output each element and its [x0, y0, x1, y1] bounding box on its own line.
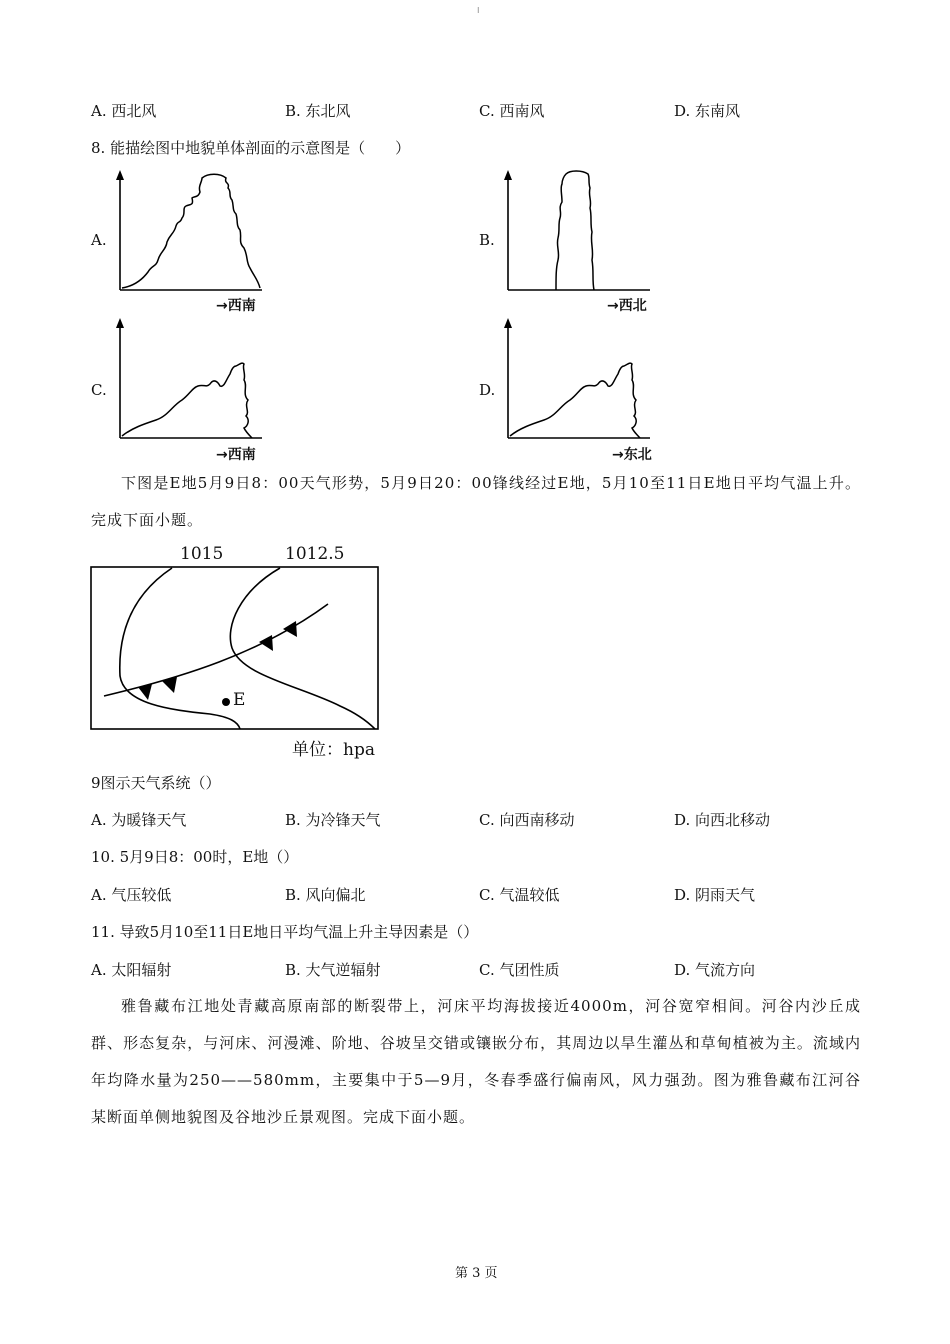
- q8-profile-c[interactable]: [112, 316, 282, 466]
- q7-option-c[interactable]: C. 西南风: [479, 102, 545, 120]
- q8-stem: 8. 能描绘图中地貌单体剖面的示意图是（ ）: [91, 139, 411, 157]
- q8-option-b-letter[interactable]: B.: [479, 231, 495, 249]
- q7-option-a[interactable]: A. 西北风: [91, 102, 157, 120]
- cold-front-line: [104, 604, 328, 696]
- isobar-label-1012-5: 1012.5: [285, 544, 345, 564]
- q11-option-b[interactable]: B. 大气逆辐射: [285, 961, 381, 979]
- q7-option-b[interactable]: B. 东北风: [285, 102, 351, 120]
- q8-option-a-letter[interactable]: A.: [91, 231, 107, 249]
- q8-option-a-direction: 西南: [227, 298, 256, 314]
- q11-option-d[interactable]: D. 气流方向: [674, 961, 756, 979]
- q11-option-a[interactable]: A. 太阳辐射: [91, 961, 172, 979]
- isobar-1015: [120, 568, 240, 729]
- front-triangle-3: [259, 635, 273, 651]
- yarlung-intro: [91, 988, 861, 1136]
- q10-option-c[interactable]: C. 气温较低: [479, 886, 560, 904]
- q10-option-a[interactable]: A. 气压较低: [91, 886, 172, 904]
- point-e-marker: [222, 698, 230, 706]
- q8-option-d-letter[interactable]: D.: [479, 381, 496, 399]
- isobar-label-1015: 1015: [180, 544, 224, 564]
- page-number: 第 3 页: [455, 1266, 498, 1281]
- q9-stem: 9图示天气系统（）: [91, 774, 221, 792]
- q11-option-c[interactable]: C. 气团性质: [479, 961, 560, 979]
- q9-option-c[interactable]: C. 向西南移动: [479, 811, 575, 829]
- header-mark: ǀ: [477, 6, 480, 15]
- q7-option-d[interactable]: D. 东南风: [674, 102, 741, 120]
- q10-option-b[interactable]: B. 风向偏北: [285, 886, 366, 904]
- q8-profile-a[interactable]: [112, 168, 282, 318]
- q8-option-c-letter[interactable]: C.: [91, 381, 107, 399]
- front-triangle-4: [283, 621, 297, 637]
- q8-option-c-axis: →西南: [216, 447, 256, 463]
- yarlung-intro-text: 雅鲁藏布江地处青藏高原南部的断裂带上，河床平均海拔接近4000m，河谷宽窄相间。河谷内沙丘成群、形态复杂，与河床、河漫滩、阶地、谷坡呈交错或镶嵌分布，其周边以旱生灌丛和草甸植被为主。流域内年均降水量为250——580mm，主要集中于5—9月，冬春季盛行偏南风，风力强劲。图为雅鲁藏布江河谷某断面单侧地貌图及谷地沙丘景观图。完成下面小题。: [91, 997, 861, 1126]
- q10-option-d[interactable]: D. 阴雨天气: [674, 886, 756, 904]
- q9-option-b[interactable]: B. 为冷锋天气: [285, 811, 381, 829]
- q11-stem: 11. 导致5月10至11日E地日平均气温上升主导因素是（）: [91, 923, 479, 941]
- q8-option-b-direction: 西北: [618, 298, 647, 314]
- weather-intro-text: 下图是E地5月9日8：00天气形势，5月9日20：00锋线经过E地，5月10至11日E地日平均气温上升。完成下面小题。: [91, 474, 861, 529]
- q8-option-d-axis: →东北: [612, 447, 652, 463]
- q9-option-a[interactable]: A. 为暖锋天气: [91, 811, 187, 829]
- weather-map-unit: 单位：hpa: [292, 740, 375, 760]
- q10-stem: 10. 5月9日8：00时，E地（）: [91, 848, 299, 866]
- q8-option-d-direction: 东北: [623, 447, 652, 463]
- q8-option-c-direction: 西南: [227, 447, 256, 463]
- q9-option-d[interactable]: D. 向西北移动: [674, 811, 771, 829]
- point-e-label: E: [233, 690, 246, 710]
- q8-option-a-axis: →西南: [216, 298, 256, 314]
- q8-option-b-axis: →西北: [607, 298, 647, 314]
- weather-intro: [91, 465, 861, 539]
